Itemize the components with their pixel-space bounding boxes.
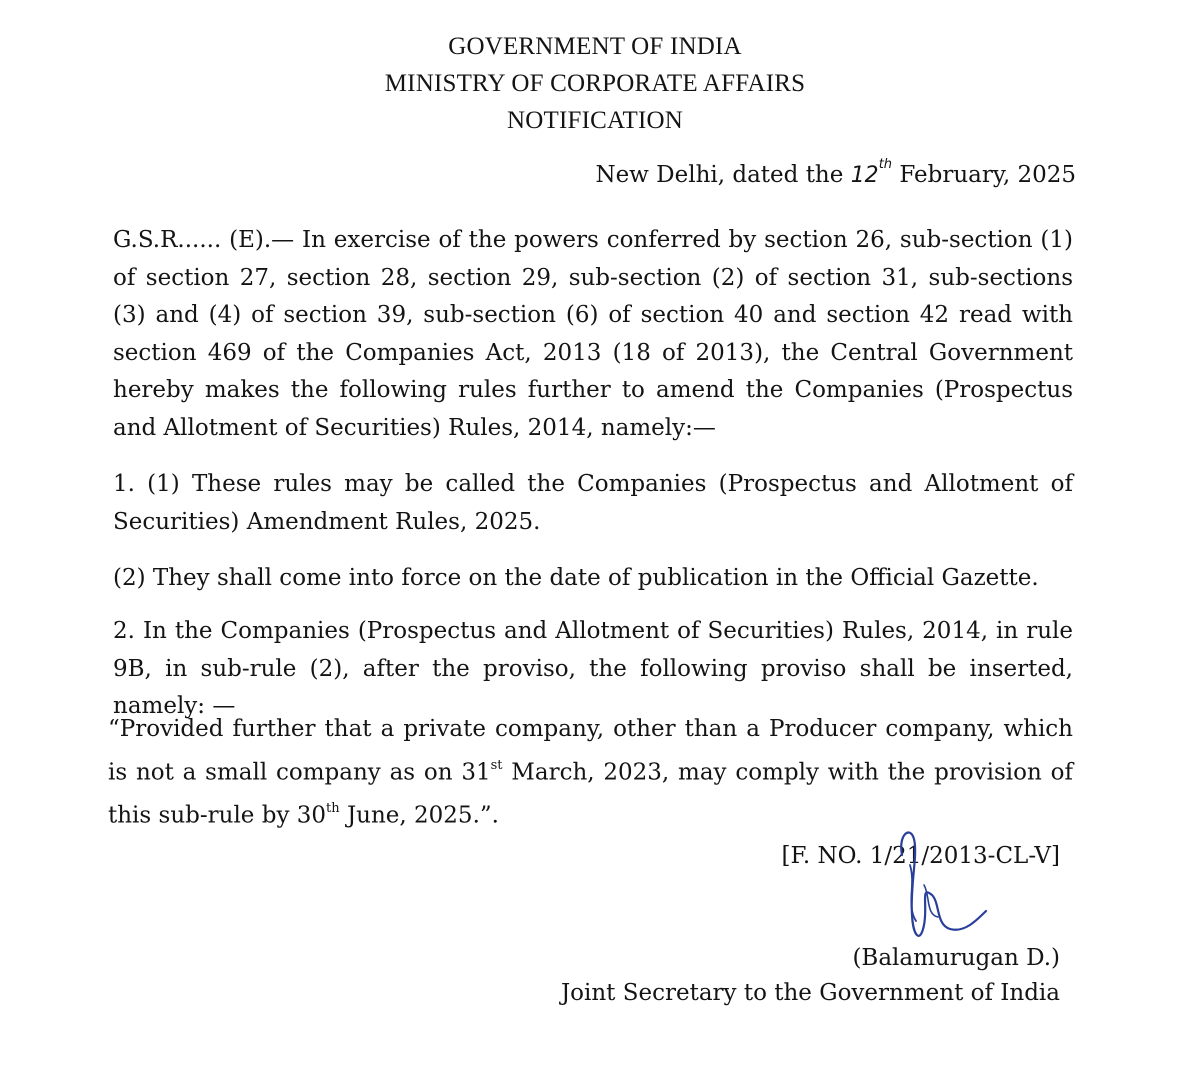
header-ministry: MINISTRY OF CORPORATE AFFAIRS	[384, 70, 806, 97]
signatory-name: (Balamurugan D.)	[852, 945, 1060, 971]
dateline	[595, 156, 1076, 188]
document-header	[0, 28, 1200, 139]
inserted-proviso	[108, 711, 1073, 835]
handwritten-day	[850, 156, 893, 188]
proviso-part-2: March, 2023, may comply with the provision of this sub-rule by 30	[108, 759, 1073, 829]
proviso-ordinal-2: th	[326, 800, 340, 816]
handwritten-day-number: 12	[850, 163, 879, 188]
proviso-part-3: June, 2025.”.	[339, 802, 499, 829]
signature-icon	[880, 825, 990, 955]
rule-1-commencement: (2) They shall come into force on the date of publication in the Official Gazette.	[113, 565, 1039, 591]
proviso-ordinal-1: st	[490, 757, 503, 773]
header-notification: NOTIFICATION	[507, 107, 683, 134]
main-paragraph: G.S.R...... (E).— In exercise of the powers conferred by section 26, sub-section (1) of section 27, section 28, section 29, sub-section (2) of section 31, sub-sections (3) and (4) of section 39, sub-section (6) of section 40 and section 42 read with section 469 of the Companies Act, 2013 (18 of 2013), the Central Government hereby makes the following rules further to amend the Companies (Prospectus and Allotment of Securities) Rules, 2014, namely:—	[113, 227, 1073, 441]
proviso-part-1: “Provided further that a private company, other than a Producer company, which is not a small company as on 31	[108, 716, 1073, 786]
header-government: GOVERNMENT OF INDIA	[448, 33, 742, 60]
rule-2-amendment: 2. In the Companies (Prospectus and Allotment of Securities) Rules, 2014, in rule 9B, in sub-rule (2), after the proviso, the following proviso shall be inserted, namely: —	[113, 618, 1073, 719]
handwritten-day-suffix: th	[878, 156, 893, 172]
file-number: [F. NO. 1/21/2013-CL-V]	[781, 843, 1060, 869]
dateline-suffix: February, 2025	[892, 162, 1076, 188]
rule-1-short-title: 1. (1) These rules may be called the Companies (Prospectus and Allotment of Securities) Amendment Rules, 2025.	[113, 471, 1073, 535]
dateline-prefix: New Delhi, dated the	[595, 162, 851, 188]
signatory-title: Joint Secretary to the Government of India	[560, 980, 1060, 1006]
